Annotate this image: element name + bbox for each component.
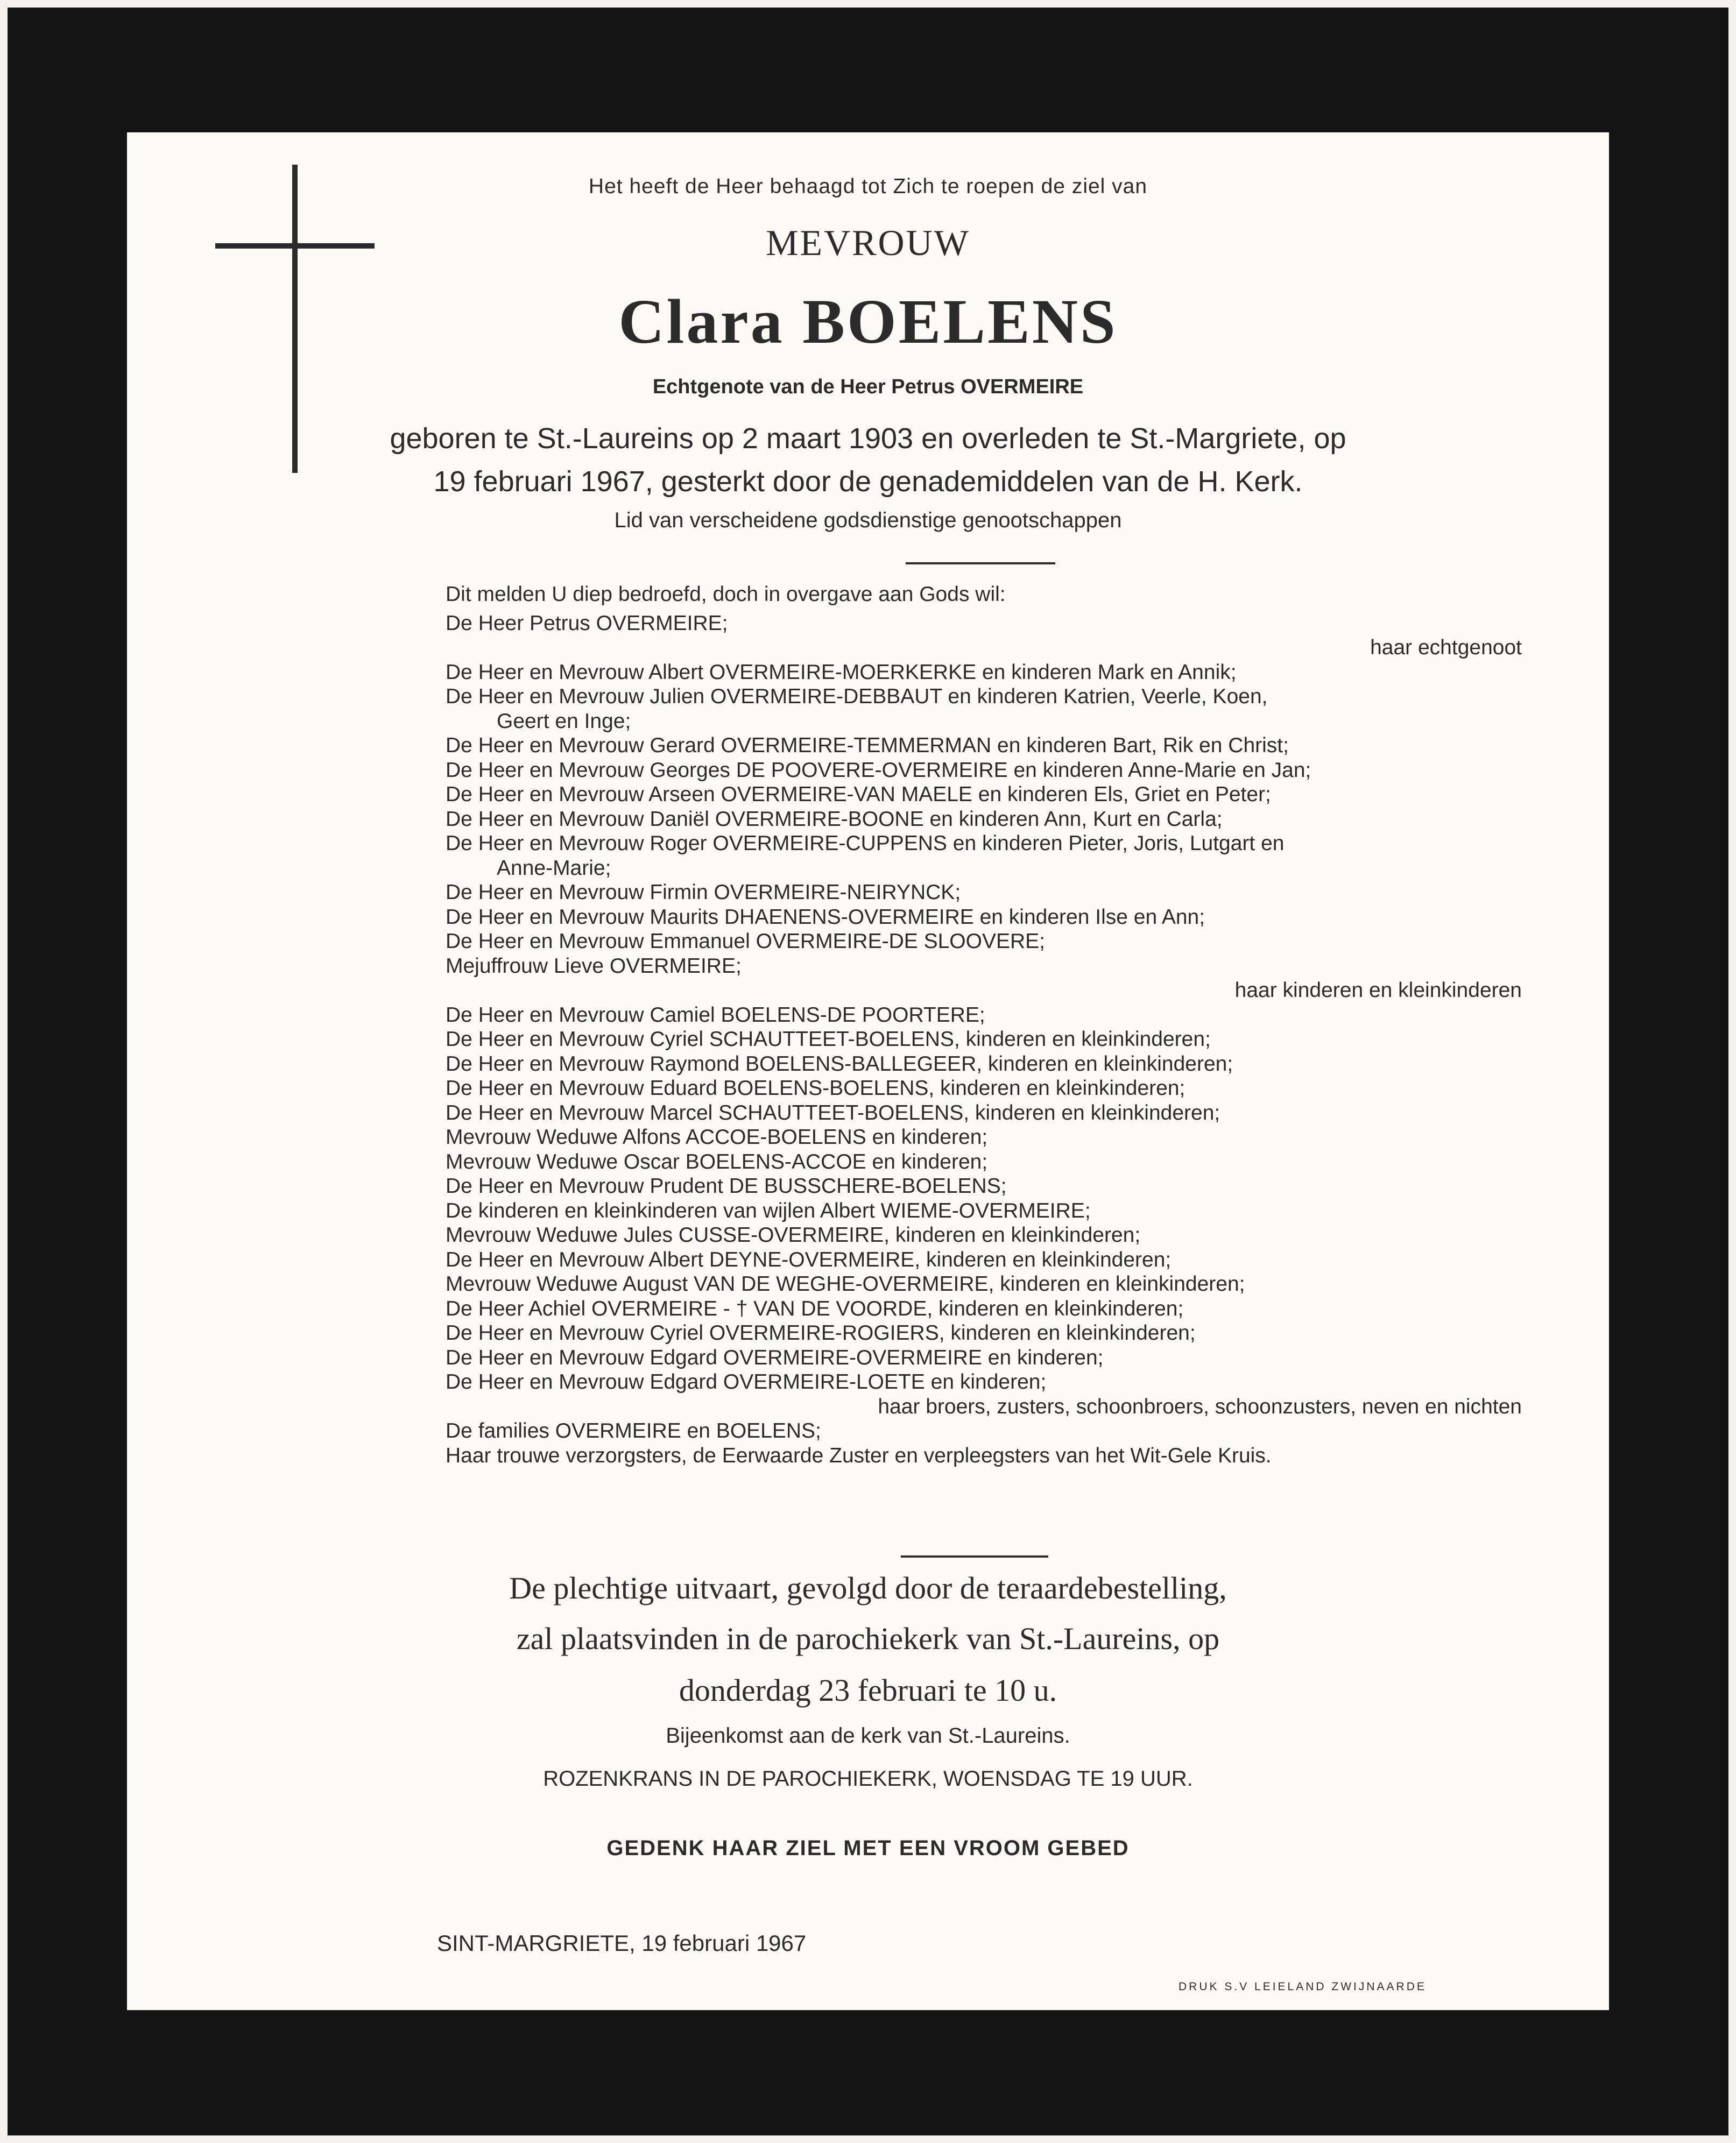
rosary-line: ROZENKRANS IN DE PAROCHIEKERK, WOENSDAG TE 19 UUR. bbox=[543, 1767, 1193, 1791]
list-item: De Heer en Mevrouw Cyriel SCHAUTTEET-BOELENS, kinderen en kleinkinderen; bbox=[446, 1028, 1211, 1051]
list-item: De Heer en Mevrouw Maurits DHAENENS-OVERMEIRE en kinderen Ilse en Ann; bbox=[446, 905, 1205, 929]
list-item: De kinderen en kleinkinderen van wijlen Albert WIEME-OVERMEIRE; bbox=[446, 1199, 1091, 1222]
list-item: haar broers, zusters, schoonbroers, schoonzusters, neven en nichten bbox=[878, 1395, 1522, 1418]
list-item: Haar trouwe verzorgsters, de Eerwaarde Zuster en verpleegsters van het Wit-Gele Kruis. bbox=[446, 1444, 1272, 1467]
divider bbox=[901, 1555, 1048, 1558]
list-item: Mevrouw Weduwe Alfons ACCOE-BOELENS en kinderen; bbox=[446, 1126, 988, 1149]
mourners-list bbox=[446, 582, 1522, 1468]
list-item: De Heer en Mevrouw Edgard OVERMEIRE-OVERMEIRE en kinderen; bbox=[446, 1346, 1104, 1369]
list-item: De Heer en Mevrouw Prudent DE BUSSCHERE-BOELENS; bbox=[446, 1175, 1007, 1198]
list-item: De Heer en Mevrouw Cyriel OVERMEIRE-ROGIERS, kinderen en kleinkinderen; bbox=[446, 1321, 1196, 1345]
list-item: De Heer en Mevrouw Albert DEYNE-OVERMEIRE, kinderen en kleinkinderen; bbox=[446, 1248, 1172, 1271]
list-item: De Heer en Mevrouw Firmin OVERMEIRE-NEIRYNCK; bbox=[446, 881, 961, 904]
list-item: haar echtgenoot bbox=[1370, 636, 1522, 659]
list-item: Mevrouw Weduwe Oscar BOELENS-ACCOE en kinderen; bbox=[446, 1150, 988, 1173]
mourners-intro: Dit melden U diep bedroefd, doch in overgave aan Gods wil: bbox=[446, 583, 1006, 606]
gathering-line: Bijeenkomst aan de kerk van St.-Laureins. bbox=[666, 1724, 1070, 1748]
list-item: De Heer en Mevrouw Gerard OVERMEIRE-TEMMERMAN en kinderen Bart, Rik en Christ; bbox=[446, 734, 1289, 757]
list-item: haar kinderen en kleinkinderen bbox=[1234, 979, 1522, 1002]
list-item: De Heer en Mevrouw Julien OVERMEIRE-DEBBAUT en kinderen Katrien, Veerle, Koen, bbox=[446, 685, 1268, 708]
funeral-line-1: De plechtige uitvaart, gevolgd door de teraardebestelling, bbox=[509, 1571, 1227, 1606]
list-item: Anne-Marie; bbox=[497, 856, 611, 880]
deceased-name: Clara BOELENS bbox=[618, 286, 1118, 357]
list-item: De Heer en Mevrouw Edgard OVERMEIRE-LOETE en kinderen; bbox=[446, 1370, 1047, 1394]
list-item: De Heer en Mevrouw Camiel BOELENS-DE POORTERE; bbox=[446, 1003, 985, 1027]
list-item: De Heer en Mevrouw Marcel SCHAUTTEET-BOELENS, kinderen en kleinkinderen; bbox=[446, 1101, 1220, 1124]
spouse-line: Echtgenote van de Heer Petrus OVERMEIRE bbox=[652, 376, 1084, 398]
list-item: Mejuffrouw Lieve OVERMEIRE; bbox=[446, 954, 742, 978]
funeral-line-2: zal plaatsvinden in de parochiekerk van St.-Laureins, op bbox=[516, 1621, 1220, 1656]
list-item: De Heer Achiel OVERMEIRE - † VAN DE VOORDE, kinderen en kleinkinderen; bbox=[446, 1297, 1184, 1320]
list-item: Mevrouw Weduwe Jules CUSSE-OVERMEIRE, kinderen en kleinkinderen; bbox=[446, 1223, 1141, 1247]
birth-death-line-1: geboren te St.-Laureins op 2 maart 1903 en overleden te St.-Margriete, op bbox=[390, 422, 1346, 455]
list-item: De families OVERMEIRE en BOELENS; bbox=[446, 1419, 821, 1442]
membership-line: Lid van verscheidene godsdienstige genootschappen bbox=[614, 508, 1122, 532]
list-item: De Heer en Mevrouw Roger OVERMEIRE-CUPPENS en kinderen Pieter, Joris, Lutgart en bbox=[446, 832, 1285, 855]
list-item: Geert en Inge; bbox=[497, 709, 631, 733]
list-item: De Heer en Mevrouw Eduard BOELENS-BOELENS, kinderen en kleinkinderen; bbox=[446, 1077, 1185, 1100]
list-item: De Heer en Mevrouw Albert OVERMEIRE-MOERKERKE en kinderen Mark en Annik; bbox=[446, 660, 1237, 684]
honorific: MEVROUW bbox=[766, 222, 970, 263]
list-item: De Heer en Mevrouw Daniël OVERMEIRE-BOONE en kinderen Ann, Kurt en Carla; bbox=[446, 807, 1223, 831]
list-item: De Heer en Mevrouw Emmanuel OVERMEIRE-DE SLOOVERE; bbox=[446, 930, 1046, 953]
list-item: De Heer en Mevrouw Georges DE POOVERE-OVERMEIRE en kinderen Anne-Marie en Jan; bbox=[446, 758, 1311, 782]
funeral-line-3: donderdag 23 februari te 10 u. bbox=[679, 1673, 1057, 1708]
place-date: SINT-MARGRIETE, 19 februari 1967 bbox=[437, 1930, 807, 1956]
list-item: De Heer en Mevrouw Raymond BOELENS-BALLEGEER, kinderen en kleinkinderen; bbox=[446, 1052, 1233, 1076]
printer-credit: DRUK S.V LEIELAND ZWIJNAARDE bbox=[1178, 1981, 1427, 1993]
list-item: Mevrouw Weduwe August VAN DE WEGHE-OVERMEIRE, kinderen en kleinkinderen; bbox=[446, 1272, 1245, 1296]
birth-death-line-2: 19 februari 1967, gesterkt door de genademiddelen van de H. Kerk. bbox=[433, 465, 1303, 498]
prayer-line: GEDENK HAAR ZIEL MET EEN VROOM GEBED bbox=[606, 1836, 1130, 1860]
list-item: De Heer Petrus OVERMEIRE; bbox=[446, 611, 728, 635]
intro-text: Het heeft de Heer behaagd tot Zich te roepen de ziel van bbox=[588, 175, 1148, 198]
divider bbox=[906, 562, 1055, 564]
list-item: De Heer en Mevrouw Arseen OVERMEIRE-VAN MAELE en kinderen Els, Griet en Peter; bbox=[446, 783, 1271, 806]
